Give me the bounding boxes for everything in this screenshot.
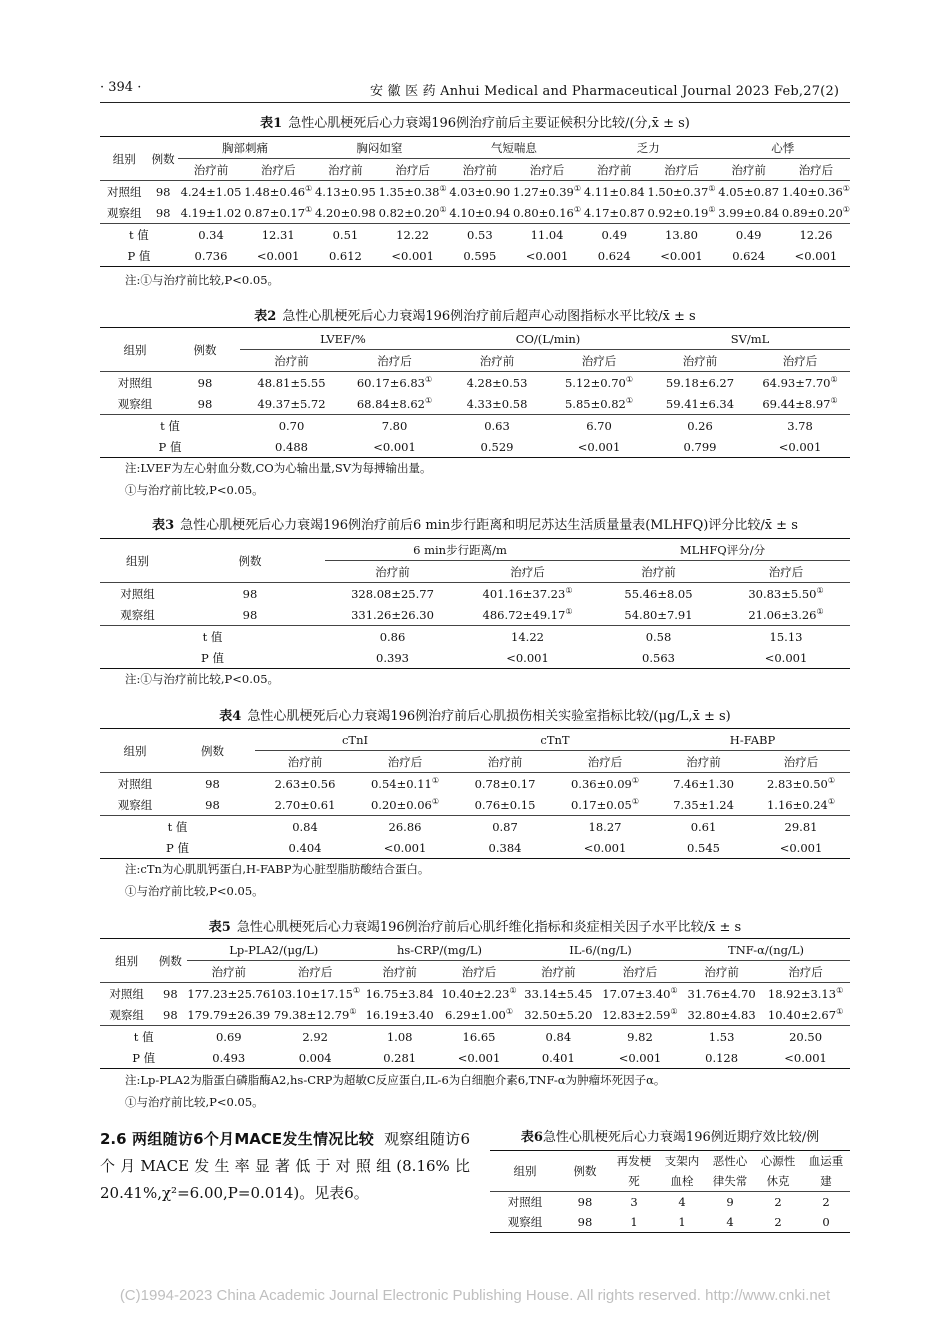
column-header: Lp-PLA2/(μg/L)	[187, 939, 360, 961]
section-body: 观察组随访6个月MACE发生率显著低于对照组(8.16%比20.41%,χ²=6.00,P=0.014)。见表6。	[100, 1130, 470, 1202]
subheader-before: 治疗前	[731, 162, 766, 177]
table-row: 对照组 98 177.23±25.76 103.10±17.15① 16.75±3.84 10.40±2.23① 33.14±5.45 17.07±3.40① 31.76±4.70 18.92±3.13①	[100, 983, 850, 1005]
t-row: t 值 0.70 7.80 0.63 6.70 0.26 3.78	[100, 415, 850, 437]
page-number: · 394 ·	[100, 80, 142, 95]
column-header: CO/(L/min)	[446, 328, 650, 350]
table6-caption	[490, 1126, 850, 1145]
column-header: hs-CRP/(mg/L)	[360, 939, 519, 961]
t-row: t 值 0.69 2.92 1.08 16.65 0.84 9.82 1.53 20.50	[100, 1026, 850, 1048]
table3-number: 表3	[152, 518, 175, 533]
column-header: 乏力	[581, 137, 715, 159]
table-row: 观察组 98 1 1 4 2 0	[490, 1212, 850, 1233]
journal-title: 安 徽 医 药 Anhui Medical and Pharmaceutical Journal 2023 Feb,27(2)	[370, 84, 840, 99]
t-row: t 值 0.86 14.22 0.58 15.13	[100, 626, 850, 648]
column-header: MLHFQ评分/分	[595, 539, 850, 561]
t-row: t 值 0.34 12.31 0.51 12.22 0.53 11.04 0.49 13.80 0.49 12.26	[100, 224, 850, 246]
column-header: cTnI	[255, 729, 455, 751]
subheader-before: 治疗前	[597, 162, 632, 177]
table5: 组别 例数 Lp-PLA2/(μg/L) hs-CRP/(mg/L) IL-6/(ng/L) TNF-α/(ng/L) 治疗前 治疗后 治疗前 治疗后 治疗前 治疗后 治疗前 治疗后 对照组 98 177.23±25.76 103.10±17.15① 16.75±3.84 10.40±2.23① 33.14±5.45 17.07±3.40① 31.76±4.70 18.92±3.13① 观察组 98 179.79±26.39 79.38±12.79① 16.19±3.40 6.29±1.00① 32.50±5.20 12.83±2.59① 32.80±4.83 10.40±2.67① t 值 0.69 2.92 1.08 16.65 0.84 9.82 1.53 20.50 P 值 0.493 0.004 0.281 <0.001 0.401 <0.001 0.128 <0.001	[100, 938, 850, 1069]
table-row: 对照组 98 2.63±0.56 0.54±0.11① 0.78±0.17 0.36±0.09① 7.46±1.30 2.83±0.50①	[100, 773, 850, 795]
table4-number: 表4	[219, 709, 242, 724]
table-row: 对照组 98 4.24±1.05 1.48±0.46① 4.13±0.95 1.35±0.38① 4.03±0.90 1.27±0.39① 4.11±0.84 1.50±0.37① 4.05±0.87 1.40±0.36①	[100, 181, 850, 203]
table2-note-1: 注:LVEF为左心射血分数,CO为心输出量,SV为每搏输出量。	[125, 461, 432, 475]
table4: 组别 例数 cTnI cTnT H-FABP 治疗前 治疗后 治疗前 治疗后 治疗前 治疗后 对照组 98 2.63±0.56 0.54±0.11① 0.78±0.17 0.36±0.09① 7.46±1.30 2.83±0.50① 观察组 98 2.70±0.61 0.20±0.06① 0.76±0.15 0.17±0.05① 7.35±1.24 1.16±0.24① t 值 0.84 26.86 0.87 18.27 0.61 29.81 P 值 0.404 <0.001 0.384 <0.001 0.545 <0.001	[100, 728, 850, 859]
p-row: P 值 0.393 <0.001 0.563 <0.001	[100, 647, 850, 669]
table1-note: 注:①与治疗前比较,P<0.05。	[125, 273, 280, 287]
subheader-before: 治疗前	[193, 162, 229, 177]
subheader-after: 治疗后	[260, 162, 296, 177]
column-header: 心悸	[715, 137, 850, 159]
p-row: P 值 0.404 <0.001 0.384 <0.001 0.545 <0.001	[100, 837, 850, 859]
table4-caption	[100, 705, 850, 724]
table4-note-1: 注:cTn为心肌肌钙蛋白,H-FABP为心脏型脂肪酸结合蛋白。	[125, 862, 430, 876]
table1	[100, 136, 850, 267]
column-header: 胸部刺痛	[178, 137, 312, 159]
column-header: 6 min步行距离/m	[325, 539, 595, 561]
running-header	[100, 78, 850, 103]
table1-title: 急性心肌梗死后心力衰竭196例治疗前后主要证候积分比较/(分,x̄ ± s)	[288, 116, 690, 131]
section-2-6	[100, 1126, 470, 1207]
table-row: 对照组 98 328.08±25.77 401.16±37.23① 55.46±8.05 30.83±5.50①	[100, 583, 850, 605]
table-row: 对照组 98 3 4 9 2 2	[490, 1192, 850, 1213]
table6-number: 表6	[520, 1130, 543, 1145]
subheader-after: 治疗后	[664, 162, 699, 177]
table5-note-2: ①与治疗前比较,P<0.05。	[125, 1095, 264, 1109]
copyright-footer: (C)1994-2023 China Academic Journal Electronic Publishing House. All rights reserved. http://www.cnki.net	[119, 1287, 831, 1304]
column-header: 胸闷如窒	[312, 137, 446, 159]
table2: 组别 例数 LVEF/% CO/(L/min) SV/mL 治疗前 治疗后 治疗前 治疗后 治疗前 治疗后 对照组 98 48.81±5.55 60.17±6.83① 4.28±0.53 5.12±0.70① 59.18±6.27 64.93±7.70① 观察组 98 49.37±5.72 68.84±8.62① 4.33±0.58 5.85±0.82① 59.41±6.34 69.44±8.97① t 值 0.70 7.80 0.63 6.70 0.26 3.78 P 值 0.488 <0.001 0.529 <0.001 0.799 <0.001	[100, 327, 850, 458]
table4-title: 急性心肌梗死后心力衰竭196例治疗前后心肌损伤相关实验室指标比较/(μg/L,x̄ ± s)	[247, 709, 731, 724]
table-row: 观察组 98 4.19±1.02 0.87±0.17① 4.20±0.98 0.82±0.20① 4.10±0.94 0.80±0.16① 4.17±0.87 0.92±0.19① 3.99±0.84 0.89±0.20①	[106, 204, 850, 220]
table2-note-2: ①与治疗前比较,P<0.05。	[125, 483, 264, 497]
p-row: P 值 0.736 <0.001 0.612 <0.001 0.595 <0.001 0.624 <0.001 0.624 <0.001	[100, 245, 850, 267]
subheader-before: 治疗前	[328, 162, 363, 177]
table5-caption	[100, 916, 850, 935]
table-row: 观察组 98 331.26±26.30 486.72±49.17① 54.80±7.91 21.06±3.26①	[120, 606, 824, 622]
column-header: SV/mL	[650, 328, 850, 350]
table3-caption	[100, 514, 850, 533]
column-header: IL-6/(ng/L)	[519, 939, 682, 961]
column-header: cTnT	[455, 729, 655, 751]
table3: 组别 例数 6 min步行距离/m MLHFQ评分/分 治疗前 治疗后 治疗前 治疗后 对照组 98 328.08±25.77 401.16±37.23① 55.46±8.05 30.83±5.50① 观察组 98 331.26±26.30 486.72±49.17① 54.80±7.91 21.06±3.26① t 值 0.86 14.22 0.58 15.13 P 值 0.393 <0.001 0.563 <0.001	[100, 538, 850, 669]
table2-title: 急性心肌梗死后心力衰竭196例治疗前后超声心动图指标水平比较/x̄ ± s	[282, 309, 696, 324]
column-header: LVEF/%	[240, 328, 446, 350]
n-header: 例数	[148, 137, 177, 181]
table2-caption	[100, 305, 850, 324]
table5-number: 表5	[208, 920, 231, 935]
group-header: 组别	[100, 137, 148, 181]
table3-title: 急性心肌梗死后心力衰竭196例治疗前后6 min步行距离和明尼苏达生活质量量表(MLHFQ)评分比较/x̄ ± s	[180, 518, 798, 533]
p-row: P 值 0.493 0.004 0.281 <0.001 0.401 <0.001 0.128 <0.001	[100, 1047, 850, 1069]
table5-note-1: 注:Lp-PLA2为脂蛋白磷脂酶A2,hs-CRP为超敏C反应蛋白,IL-6为白细胞介素6,TNF-α为肿瘤坏死因子α。	[125, 1073, 666, 1087]
subheader-after: 治疗后	[798, 162, 834, 177]
table4-note-2: ①与治疗前比较,P<0.05。	[125, 884, 264, 898]
t-row: t 值 0.84 26.86 0.87 18.27 0.61 29.81	[100, 816, 850, 838]
column-header: TNF-α/(ng/L)	[682, 939, 850, 961]
table-row: 观察组 98 179.79±26.39 79.38±12.79① 16.19±3.40 6.29±1.00① 32.50±5.20 12.83±2.59① 32.80±4.83 10.40±2.67①	[109, 1006, 844, 1022]
table6-title: 急性心肌梗死后心力衰竭196例近期疗效比较/例	[542, 1130, 820, 1145]
section-heading: 2.6 两组随访6个月MACE发生情况比较	[100, 1130, 375, 1148]
subheader-before: 治疗前	[462, 162, 498, 177]
table-row: 观察组 98 49.37±5.72 68.84±8.62① 4.33±0.58 5.85±0.82① 59.41±6.34 69.44±8.97①	[117, 395, 838, 411]
p-row: P 值 0.488 <0.001 0.529 <0.001 0.799 <0.001	[100, 436, 850, 458]
table-row: 观察组 98 2.70±0.61 0.20±0.06① 0.76±0.15 0.17±0.05① 7.35±1.24 1.16±0.24①	[117, 796, 836, 812]
table3-note: 注:①与治疗前比较,P<0.05。	[125, 672, 280, 686]
column-header: 气短喘息	[447, 137, 581, 159]
table5-title: 急性心肌梗死后心力衰竭196例治疗前后心肌纤维化指标和炎症相关因子水平比较/x̄ ± s	[236, 920, 742, 935]
table1-caption	[100, 112, 850, 131]
table-row: 对照组 98 48.81±5.55 60.17±6.83① 4.28±0.53 5.12±0.70① 59.18±6.27 64.93±7.70①	[100, 372, 850, 394]
subheader-after: 治疗后	[395, 162, 430, 177]
table1-number: 表1	[260, 116, 283, 131]
column-header: H-FABP	[655, 729, 850, 751]
subheader-after: 治疗后	[529, 162, 565, 177]
table6: 组别 例数 再发梗 支架内 恶性心 心源性 血运重 死 血栓 律失常 休克 建 对照组 98 3 4 9 2 2 观察组 98 1 1 4 2 0	[490, 1150, 850, 1233]
table2-number: 表2	[254, 309, 277, 324]
